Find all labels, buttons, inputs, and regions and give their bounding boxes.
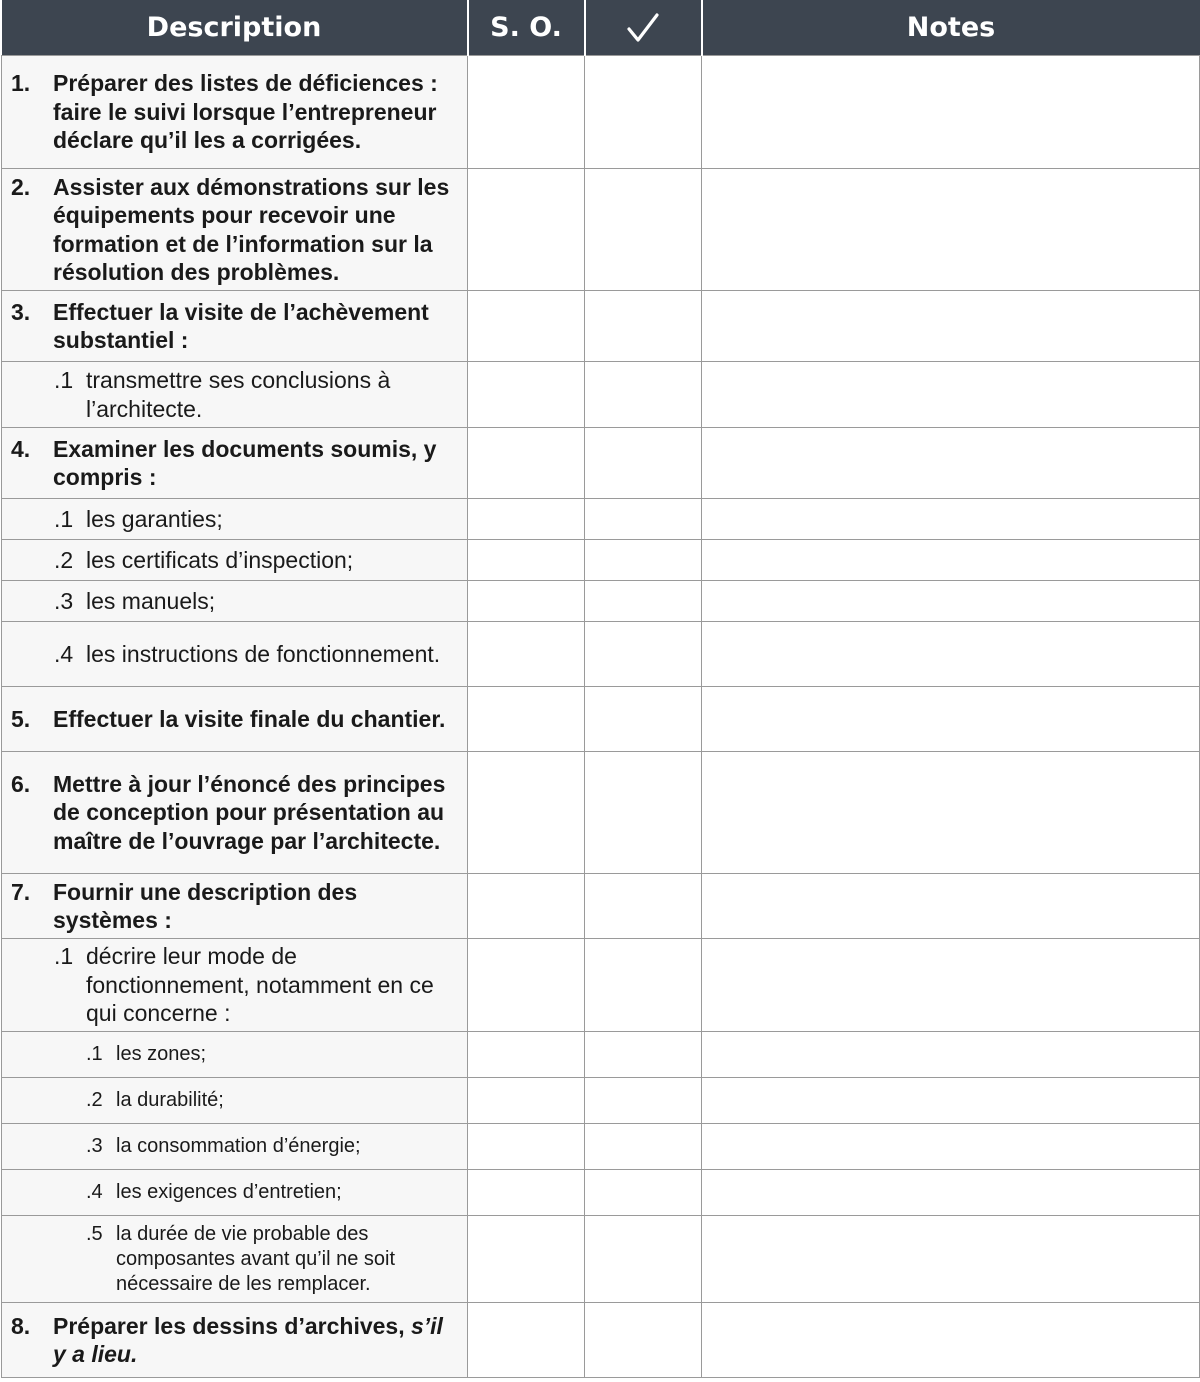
table-row — [2, 581, 1200, 622]
item-text: la durée de vie probable des composantes avant qu’il ne soit nécessaire de les remplacer. — [116, 1222, 396, 1295]
check-cell[interactable] — [585, 581, 702, 622]
table-row — [2, 169, 1200, 291]
notes-cell[interactable] — [702, 1032, 1200, 1078]
notes-cell[interactable] — [702, 291, 1200, 362]
table-row — [2, 499, 1200, 540]
check-cell[interactable] — [585, 499, 702, 540]
item-number: 6. — [11, 770, 31, 797]
notes-cell[interactable] — [702, 752, 1200, 874]
table-row — [2, 874, 1200, 939]
header-notes: Notes — [702, 0, 1200, 56]
so-cell[interactable] — [468, 1170, 585, 1216]
item-number: .2 — [54, 546, 74, 573]
notes-cell[interactable] — [702, 169, 1200, 291]
notes-cell[interactable] — [702, 939, 1200, 1032]
item-number: .2 — [86, 1089, 103, 1111]
check-cell[interactable] — [585, 1170, 702, 1216]
check-cell[interactable] — [585, 1124, 702, 1170]
item-text: les certificats d’inspection; — [86, 546, 354, 573]
item-number: .1 — [54, 367, 74, 393]
item-text-regular: Préparer les dessins d’archives, — [53, 1312, 411, 1339]
item-number: 2. — [11, 173, 31, 200]
notes-cell[interactable] — [702, 540, 1200, 581]
item-number: .1 — [54, 505, 74, 532]
item-number: 5. — [11, 705, 31, 732]
table-row — [2, 1303, 1200, 1378]
so-cell[interactable] — [468, 291, 585, 362]
item-text: Fournir une description des systèmes : — [53, 878, 358, 933]
item-text: Mettre à jour l’énoncé des principes de conception pour présentation au maître de l’ouvrage par l’architecte. — [53, 770, 446, 854]
check-cell[interactable] — [585, 1216, 702, 1303]
table-row — [2, 1032, 1200, 1078]
item-number: 8. — [11, 1312, 31, 1339]
table-row — [2, 939, 1200, 1032]
item-number: .4 — [86, 1181, 103, 1203]
table-row — [2, 622, 1200, 687]
check-cell[interactable] — [585, 687, 702, 752]
notes-cell[interactable] — [702, 362, 1200, 428]
so-cell[interactable] — [468, 1216, 585, 1303]
check-cell[interactable] — [585, 1303, 702, 1378]
item-text: les exigences d’entretien; — [116, 1181, 342, 1203]
table-row — [2, 1170, 1200, 1216]
so-cell[interactable] — [468, 1303, 585, 1378]
item-number: 1. — [11, 70, 31, 97]
so-cell[interactable] — [468, 1032, 585, 1078]
so-cell[interactable] — [468, 428, 585, 499]
check-cell[interactable] — [585, 1078, 702, 1124]
item-text: Examiner les documents soumis, y compris : — [53, 435, 437, 490]
notes-cell[interactable] — [702, 581, 1200, 622]
table-row — [2, 752, 1200, 874]
item-number: 7. — [11, 878, 31, 905]
item-number: .4 — [54, 640, 74, 667]
item-number: 3. — [11, 298, 31, 325]
notes-cell[interactable] — [702, 1124, 1200, 1170]
check-cell[interactable] — [585, 362, 702, 428]
table-row — [2, 428, 1200, 499]
notes-cell[interactable] — [702, 622, 1200, 687]
item-text: les zones; — [116, 1043, 207, 1065]
item-text: Préparer des listes de déficiences : faire le suivi lorsque l’entrepreneur déclare qu’il les a corrigées. — [53, 70, 438, 154]
check-cell[interactable] — [585, 169, 702, 291]
so-cell[interactable] — [468, 622, 585, 687]
notes-cell[interactable] — [702, 428, 1200, 499]
check-cell[interactable] — [585, 752, 702, 874]
so-cell[interactable] — [468, 362, 585, 428]
item-text: les instructions de fonctionnement. — [86, 640, 441, 667]
item-text: la consommation d’énergie; — [116, 1135, 361, 1157]
check-cell[interactable] — [585, 939, 702, 1032]
so-cell[interactable] — [468, 1124, 585, 1170]
so-cell[interactable] — [468, 939, 585, 1032]
table-row — [2, 1124, 1200, 1170]
so-cell[interactable] — [468, 540, 585, 581]
check-cell[interactable] — [585, 56, 702, 169]
item-text: la durabilité; — [116, 1089, 224, 1111]
item-text — [53, 1312, 459, 1369]
so-cell[interactable] — [468, 499, 585, 540]
item-text: les manuels; — [86, 587, 216, 614]
so-cell[interactable] — [468, 1078, 585, 1124]
item-number: .5 — [86, 1222, 103, 1245]
item-number: .1 — [54, 943, 74, 970]
notes-cell[interactable] — [702, 499, 1200, 540]
so-cell[interactable] — [468, 169, 585, 291]
so-cell[interactable] — [468, 752, 585, 874]
item-text-italic: s’il y a lieu. — [53, 1312, 443, 1367]
table-row — [2, 362, 1200, 428]
table-row — [2, 1078, 1200, 1124]
header-description: Description — [2, 0, 468, 56]
notes-cell[interactable] — [702, 1303, 1200, 1378]
check-cell[interactable] — [585, 622, 702, 687]
notes-cell[interactable] — [702, 56, 1200, 169]
so-cell[interactable] — [468, 581, 585, 622]
notes-cell[interactable] — [702, 874, 1200, 939]
item-number: .3 — [86, 1135, 103, 1157]
item-text: Assister aux démonstrations sur les équipements pour recevoir une formation et de l’information sur la résolution des problèmes. — [53, 173, 450, 285]
table-row — [2, 540, 1200, 581]
check-cell[interactable] — [585, 291, 702, 362]
check-cell[interactable] — [585, 874, 702, 939]
table-row — [2, 687, 1200, 752]
checklist-table — [1, 0, 1200, 1378]
item-text: décrire leur mode de fonctionnement, notamment en ce qui concerne : — [86, 943, 434, 1027]
check-cell[interactable] — [585, 428, 702, 499]
table-row — [2, 56, 1200, 169]
item-text: Effectuer la visite de l’achèvement substantiel : — [53, 298, 429, 353]
item-text: Effectuer la visite finale du chantier. — [53, 705, 446, 732]
check-cell[interactable] — [585, 540, 702, 581]
item-number: 4. — [11, 435, 31, 462]
header-so: S. O. — [468, 0, 585, 56]
item-text: les garanties; — [86, 505, 223, 532]
notes-cell[interactable] — [702, 1216, 1200, 1303]
table-row — [2, 1216, 1200, 1303]
item-number: .1 — [86, 1043, 103, 1065]
checkmark-icon — [626, 12, 660, 44]
so-cell[interactable] — [468, 687, 585, 752]
notes-cell[interactable] — [702, 1170, 1200, 1216]
notes-cell[interactable] — [702, 1078, 1200, 1124]
so-cell[interactable] — [468, 56, 585, 169]
notes-cell[interactable] — [702, 687, 1200, 752]
so-cell[interactable] — [468, 874, 585, 939]
header-row — [2, 0, 1200, 56]
item-text: transmettre ses conclusions à l’architecte. — [86, 367, 391, 422]
check-cell[interactable] — [585, 1032, 702, 1078]
header-check — [585, 0, 702, 56]
item-number: .3 — [54, 587, 74, 614]
table-row — [2, 291, 1200, 362]
